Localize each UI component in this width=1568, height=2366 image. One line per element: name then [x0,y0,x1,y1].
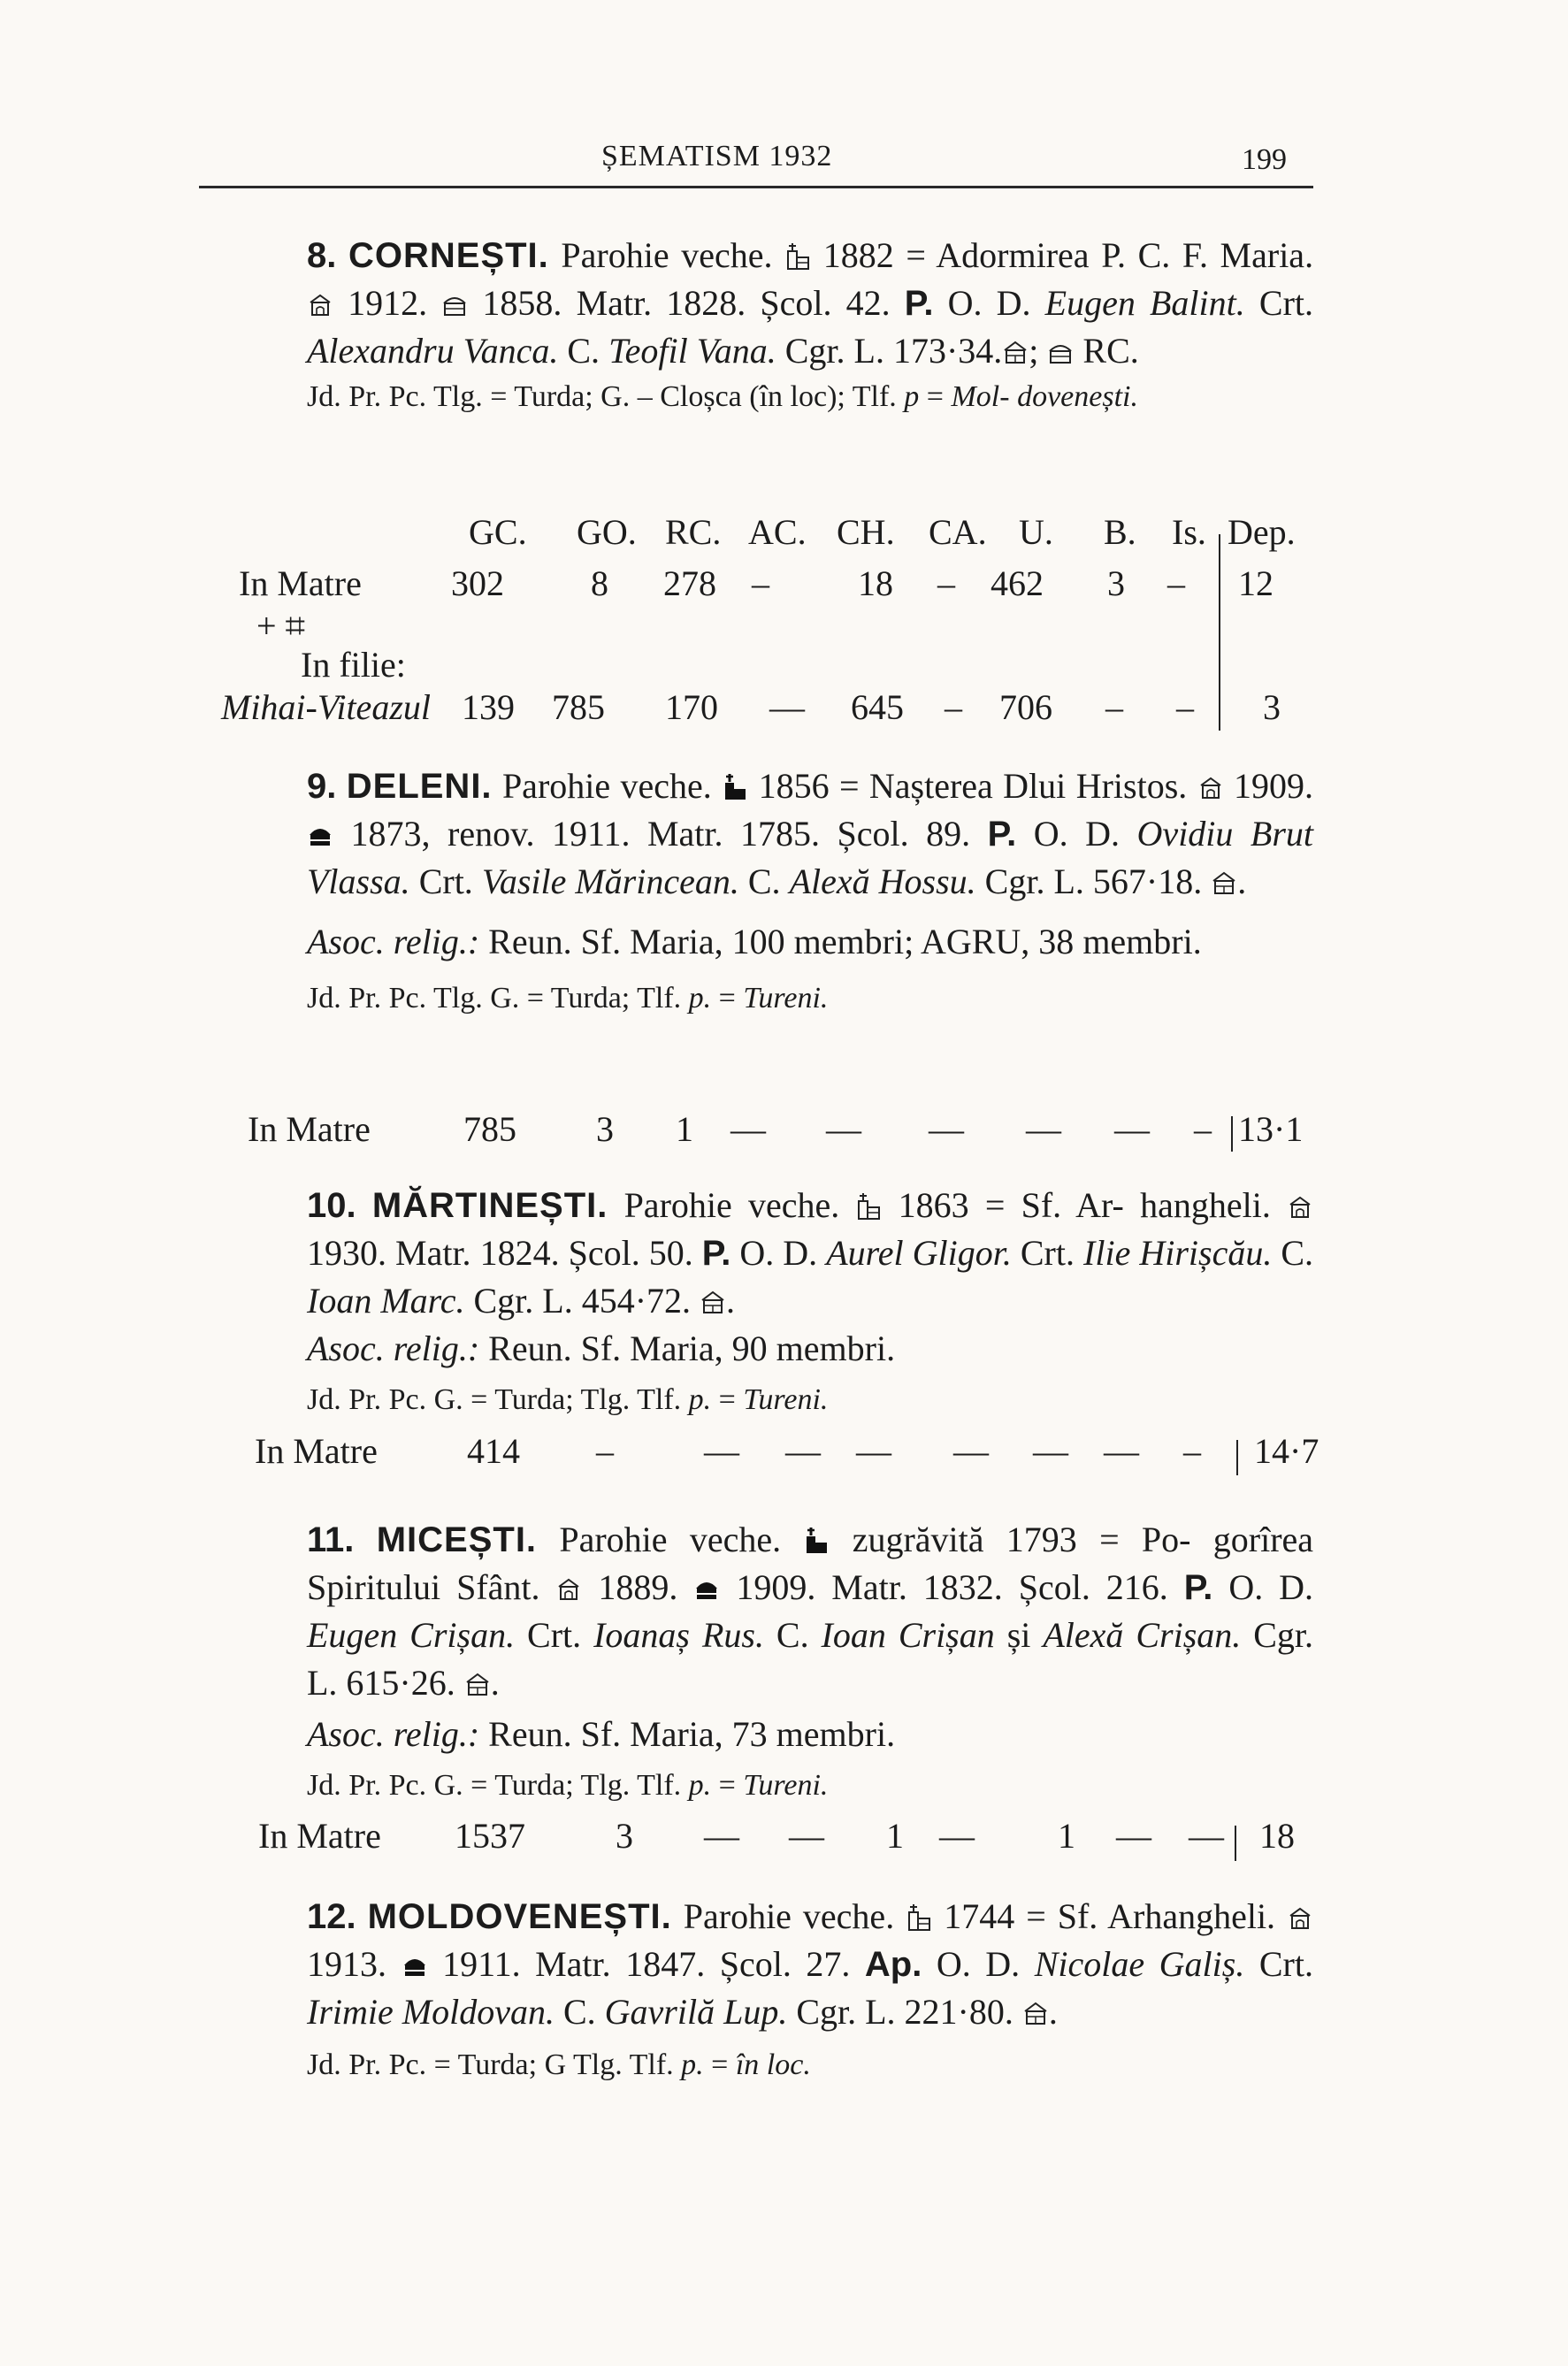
church-solid-icon [803,1527,830,1555]
house-icon [1047,338,1074,366]
school-icon [1197,773,1224,801]
priest-name: Eugen Balint. [1044,283,1245,323]
house-solid-icon [693,1574,720,1603]
parish-name: MĂRTINEȘTI. [371,1186,608,1225]
parish-name: CORNEȘTI. [348,236,549,275]
table-divider [1235,1826,1236,1861]
church-solid-icon [722,773,748,801]
entry-cornesti: 8. CORNEȘTI. Parohie veche. 1882 = Adormirea P. C. F. Maria. 1912. 1858. Matr. 1828. Școl. 42. P. O. D. Eugen Balint. Crt. Alexandru Vanca. C. Teofil Vana. Cgr. L. 173·34. ; RC. Jd. Pr. Pc. Tlg. = Turda; G. – Cloșca (în loc); Tlf. p = Mol- dovenești. [307,235,1314,413]
school-icon [307,290,333,318]
entry-moldovenesti: 12. MOLDOVENEȘTI. Parohie veche. 1744 = Sf. Arhangheli. 1913. 1911. Matr. 1847. Școl. 27. Ap. O. D. Nicolae Galiș. Crt. Irimie Moldovan. C. Gavrilă Lup. Cgr. L. 221·80. . Jd. Pr. Pc. = Turda; G Tlg. Tlf. p. = în loc. [307,1896,1313,2081]
school-icon [1287,1192,1313,1221]
priest-name: Nicolae Galiș. [1034,1944,1245,1984]
table-divider [1236,1440,1238,1475]
page: ȘEMATISM 1932 199 8. CORNEȘTI. Parohie veche. 1882 = Adormirea P. C. F. Maria. 1912. 1858. Matr. 1828. Școl. 42. P. O. D. Eugen Balint. Crt. Alexandru Vanca. C. Teofil Vana. Cgr. L. 173·34. ; RC. Jd. Pr. Pc. Tlg. = Turda; G. – Cloșca (în loc); Tlf. p = Mol- dovenești. GC. GO. RC. AC. CH. CA. U. B. Is. Dep. In Matre 302 8 278 – 18 – 462 3 – 12 + ⌗ In filie: Mihai-Viteazul 139 785 170 — 645 – 706 – – 3 9. DELENI. Parohie veche. 1856 = Nașterea Dlui Hristos. 1909. 1873, renov. 1911. Matr. 1785. Școl. 89. P. O. D. Ovidiu Brut Vlassa. Crt. Vasile Mărincean. C. Alexă Hossu. Cgr. L. 567·18. . Asoc. relig.: Reun. Sf. Maria, 100 membri; AGRU, 38 membri. Jd. Pr. Pc. Tlg. G. = Turda; Tlf. p. = Tureni. In Matre 785 3 1 — — — — — – 13·1 10. MĂRTINEȘTI. Parohie veche. 1863 = Sf. Ar- hangheli. 1930. Matr. 1824. Școl. 50. P. O. D. Aurel Gligor. Crt. Ilie Hirișcău. C. Ioan Marc. Cgr. L. 454·72. . Asoc. relig.: Reun. Sf. Maria, 90 membri. Jd. Pr. Pc. G. = Turda; Tlg. Tlf. p. = Tureni. In Matre 414 – — — — — — — – 14·7 11. MICEȘTI. Parohie veche. zugrăvită 1793 = Po- gorîrea Spiritului Sfânt. 1889. 1909. Matr. 1832. Școl. 216. P. O. D. Eugen Crișan. Crt. Ioanaș Rus. C. Ioan Crișan și Alexă Crișan. Cgr. L. 615·26. . Asoc. relig.: Reun. Sf. Maria, 73 membri. Jd. Pr. Pc. G. = Turda; Tlg. Tlf. p. = Tureni. In Matre 1537 3 — — 1 — 1 — — 18 12. MOLDOVENEȘTI. Parohie veche. 1744 = Sf. Arhangheli. 1913. 1911. Matr. 1847. Școl. 27. Ap. O. D. Nicolae Galiș. Crt. Irimie Moldovan. C. Gavrilă Lup. Cgr. L. 221·80. . Jd. Pr. Pc. = Turda; G Tlg. Tlf. p. = în loc. [0,0,1568,2366]
house-solid-icon [307,821,333,849]
parish-name: MOLDOVENEȘTI. [367,1897,672,1936]
house-solid-icon [402,1951,428,1979]
priest-name: Aurel [826,1233,904,1273]
parish-house-icon [700,1288,726,1316]
matre-row-micesti: In Matre 1537 3 — — 1 — 1 — — 18 [258,1816,1295,1856]
cross-symbol: + ⌗ [256,606,306,646]
entry-deleni: 9. DELENI. Parohie veche. 1856 = Nașterea Dlui Hristos. 1909. 1873, renov. 1911. Matr. 1785. Școl. 89. P. O. D. Ovidiu Brut Vlassa. Crt. Vasile Mărincean. C. Alexă Hossu. Cgr. L. 567·18. . Asoc. relig.: Reun. Sf. Maria, 100 membri; AGRU, 38 membri. Jd. Pr. Pc. Tlg. G. = Turda; Tlf. p. = Tureni. [307,766,1314,1015]
school-icon [1287,1903,1313,1932]
matre-row-martinesti: In Matre 414 – — — — — — — – 14·7 [255,1431,1319,1471]
parish-house-icon [1022,1999,1049,2027]
entry-micesti: 11. MICEȘTI. Parohie veche. zugrăvită 1793 = Po- gorîrea Spiritului Sfânt. 1889. 1909. Matr. 1832. Școl. 216. P. O. D. Eugen Crișan. Crt. Ioanaș Rus. C. Ioan Crișan și Alexă Crișan. Cgr. L. 615·26. . Asoc. relig.: Reun. Sf. Maria, 73 membri. Jd. Pr. Pc. G. = Turda; Tlg. Tlf. p. = Tureni. [307,1520,1314,1802]
entry-martinesti: 10. MĂRTINEȘTI. Parohie veche. 1863 = Sf. Ar- hangheli. 1930. Matr. 1824. Școl. 50. P. O. D. Aurel Gligor. Crt. Ilie Hirișcău. C. Ioan Marc. Cgr. L. 454·72. . Asoc. relig.: Reun. Sf. Maria, 90 membri. Jd. Pr. Pc. G. = Turda; Tlg. Tlf. p. = Tureni. [307,1185,1314,1416]
priest-name: Eugen Crișan. [307,1615,516,1655]
parish-name: DELENI. [346,767,493,806]
school-icon [555,1574,582,1603]
church-icon [906,1903,932,1932]
priest-name: Ovidiu Brut Vlassa. [307,814,1314,901]
parish-house-icon [1211,869,1237,897]
running-title: ȘEMATISM 1932 [601,140,833,172]
table-divider [1219,534,1220,731]
page-header [199,133,1313,188]
parish-house-icon [464,1670,491,1698]
church-icon [855,1192,882,1221]
parish-house-icon [1002,338,1029,366]
house-icon [441,290,468,318]
table-divider [1231,1116,1233,1152]
page-number: 199 [1242,143,1287,176]
church-icon [784,242,811,271]
matre-row-deleni: In Matre 785 3 1 — — — — — – 13·1 [248,1109,1304,1149]
parish-name: MICEȘTI. [376,1520,538,1559]
filie-label: In filie: [301,645,406,685]
